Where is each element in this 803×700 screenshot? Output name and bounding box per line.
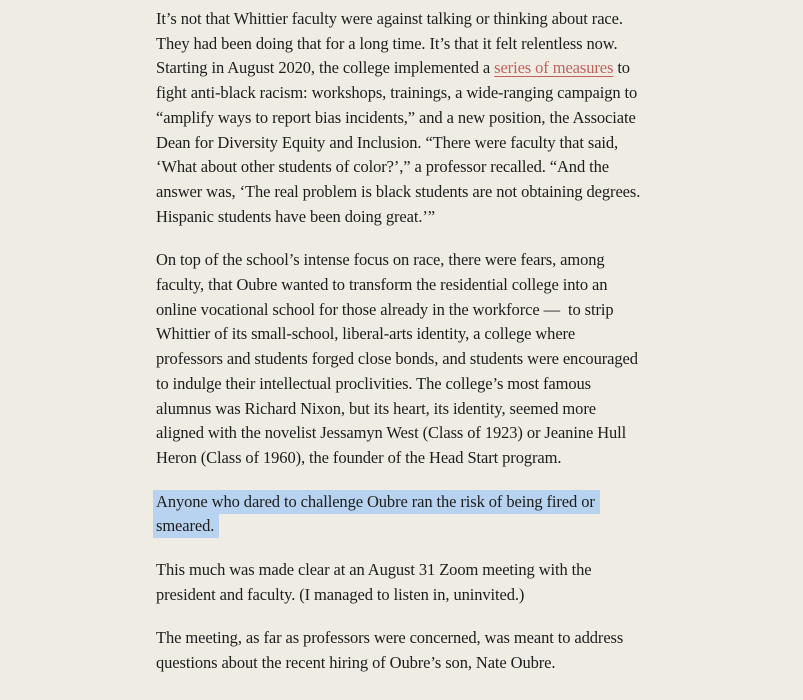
text-line: fight anti-black racism: workshops, trainings, a wide-ranging campaign to <box>156 83 638 103</box>
text-line: It’s not that Whittier faculty were against talking or thinking about race. <box>156 9 623 28</box>
text-segment: Starting in August 2020, the college implemented a <box>156 58 495 78</box>
text-line: The meeting, as far as professors were concerned, was meant to address <box>156 628 624 648</box>
text-line <box>156 490 668 515</box>
text-line: ‘What about other students of color?’,” a professor recalled. “And the <box>156 157 609 177</box>
text-line: alumnus was Richard Nixon, but its heart, its identity, seemed more <box>156 398 596 418</box>
text-line: online vocational school for those already in the workforce — to strip <box>156 299 614 319</box>
text-line: faculty, that Oubre wanted to transform the residential college into an <box>156 275 608 295</box>
text-line: They had been doing that for a long time. It’s that it felt relentless now. <box>156 33 618 53</box>
text-line: president and faculty. (I managed to listen in, uninvited.) <box>156 584 525 604</box>
paragraph-3-selected <box>156 490 668 539</box>
series-of-measures-link[interactable]: series of measures <box>494 58 614 78</box>
text-line: Hispanic students have been doing great.’” <box>156 206 435 226</box>
article-body <box>156 7 668 695</box>
text-line: questions about the recent hiring of Oubre’s son, Nate Oubre. <box>156 653 556 673</box>
text-line: professors and students forged close bonds, and students were encouraged <box>156 349 638 369</box>
paragraph-2 <box>156 248 668 470</box>
paragraph-1 <box>156 7 668 229</box>
text-line: “amplify ways to report bias incidents,” and a new position, the Associate <box>156 107 636 127</box>
text-line: Whittier of its small-school, liberal-arts identity, a college where <box>156 324 576 344</box>
paragraph-5 <box>156 626 668 675</box>
text-line <box>156 56 668 81</box>
selected-text: smeared. <box>153 514 219 538</box>
text-line: Heron (Class of 1960), the founder of the Head Start program. <box>156 447 562 467</box>
text-line: On top of the school’s intense focus on race, there were fears, among <box>156 250 605 270</box>
text-line: answer was, ‘The real problem is black students are not obtaining degrees. <box>156 181 641 201</box>
selected-text: Anyone who dared to challenge Oubre ran the risk of being fired or <box>153 490 600 514</box>
text-line: This much was made clear at an August 31 Zoom meeting with the <box>156 560 592 580</box>
paragraph-4 <box>156 558 668 607</box>
text-line: to indulge their intellectual proclivities. The college’s most famous <box>156 373 591 393</box>
text-line: Dean for Diversity Equity and Inclusion. “There were faculty that said, <box>156 132 619 152</box>
text-line <box>156 514 668 539</box>
text-segment: to <box>613 58 630 78</box>
text-line: aligned with the novelist Jessamyn West (Class of 1923) or Jeanine Hull <box>156 423 627 443</box>
